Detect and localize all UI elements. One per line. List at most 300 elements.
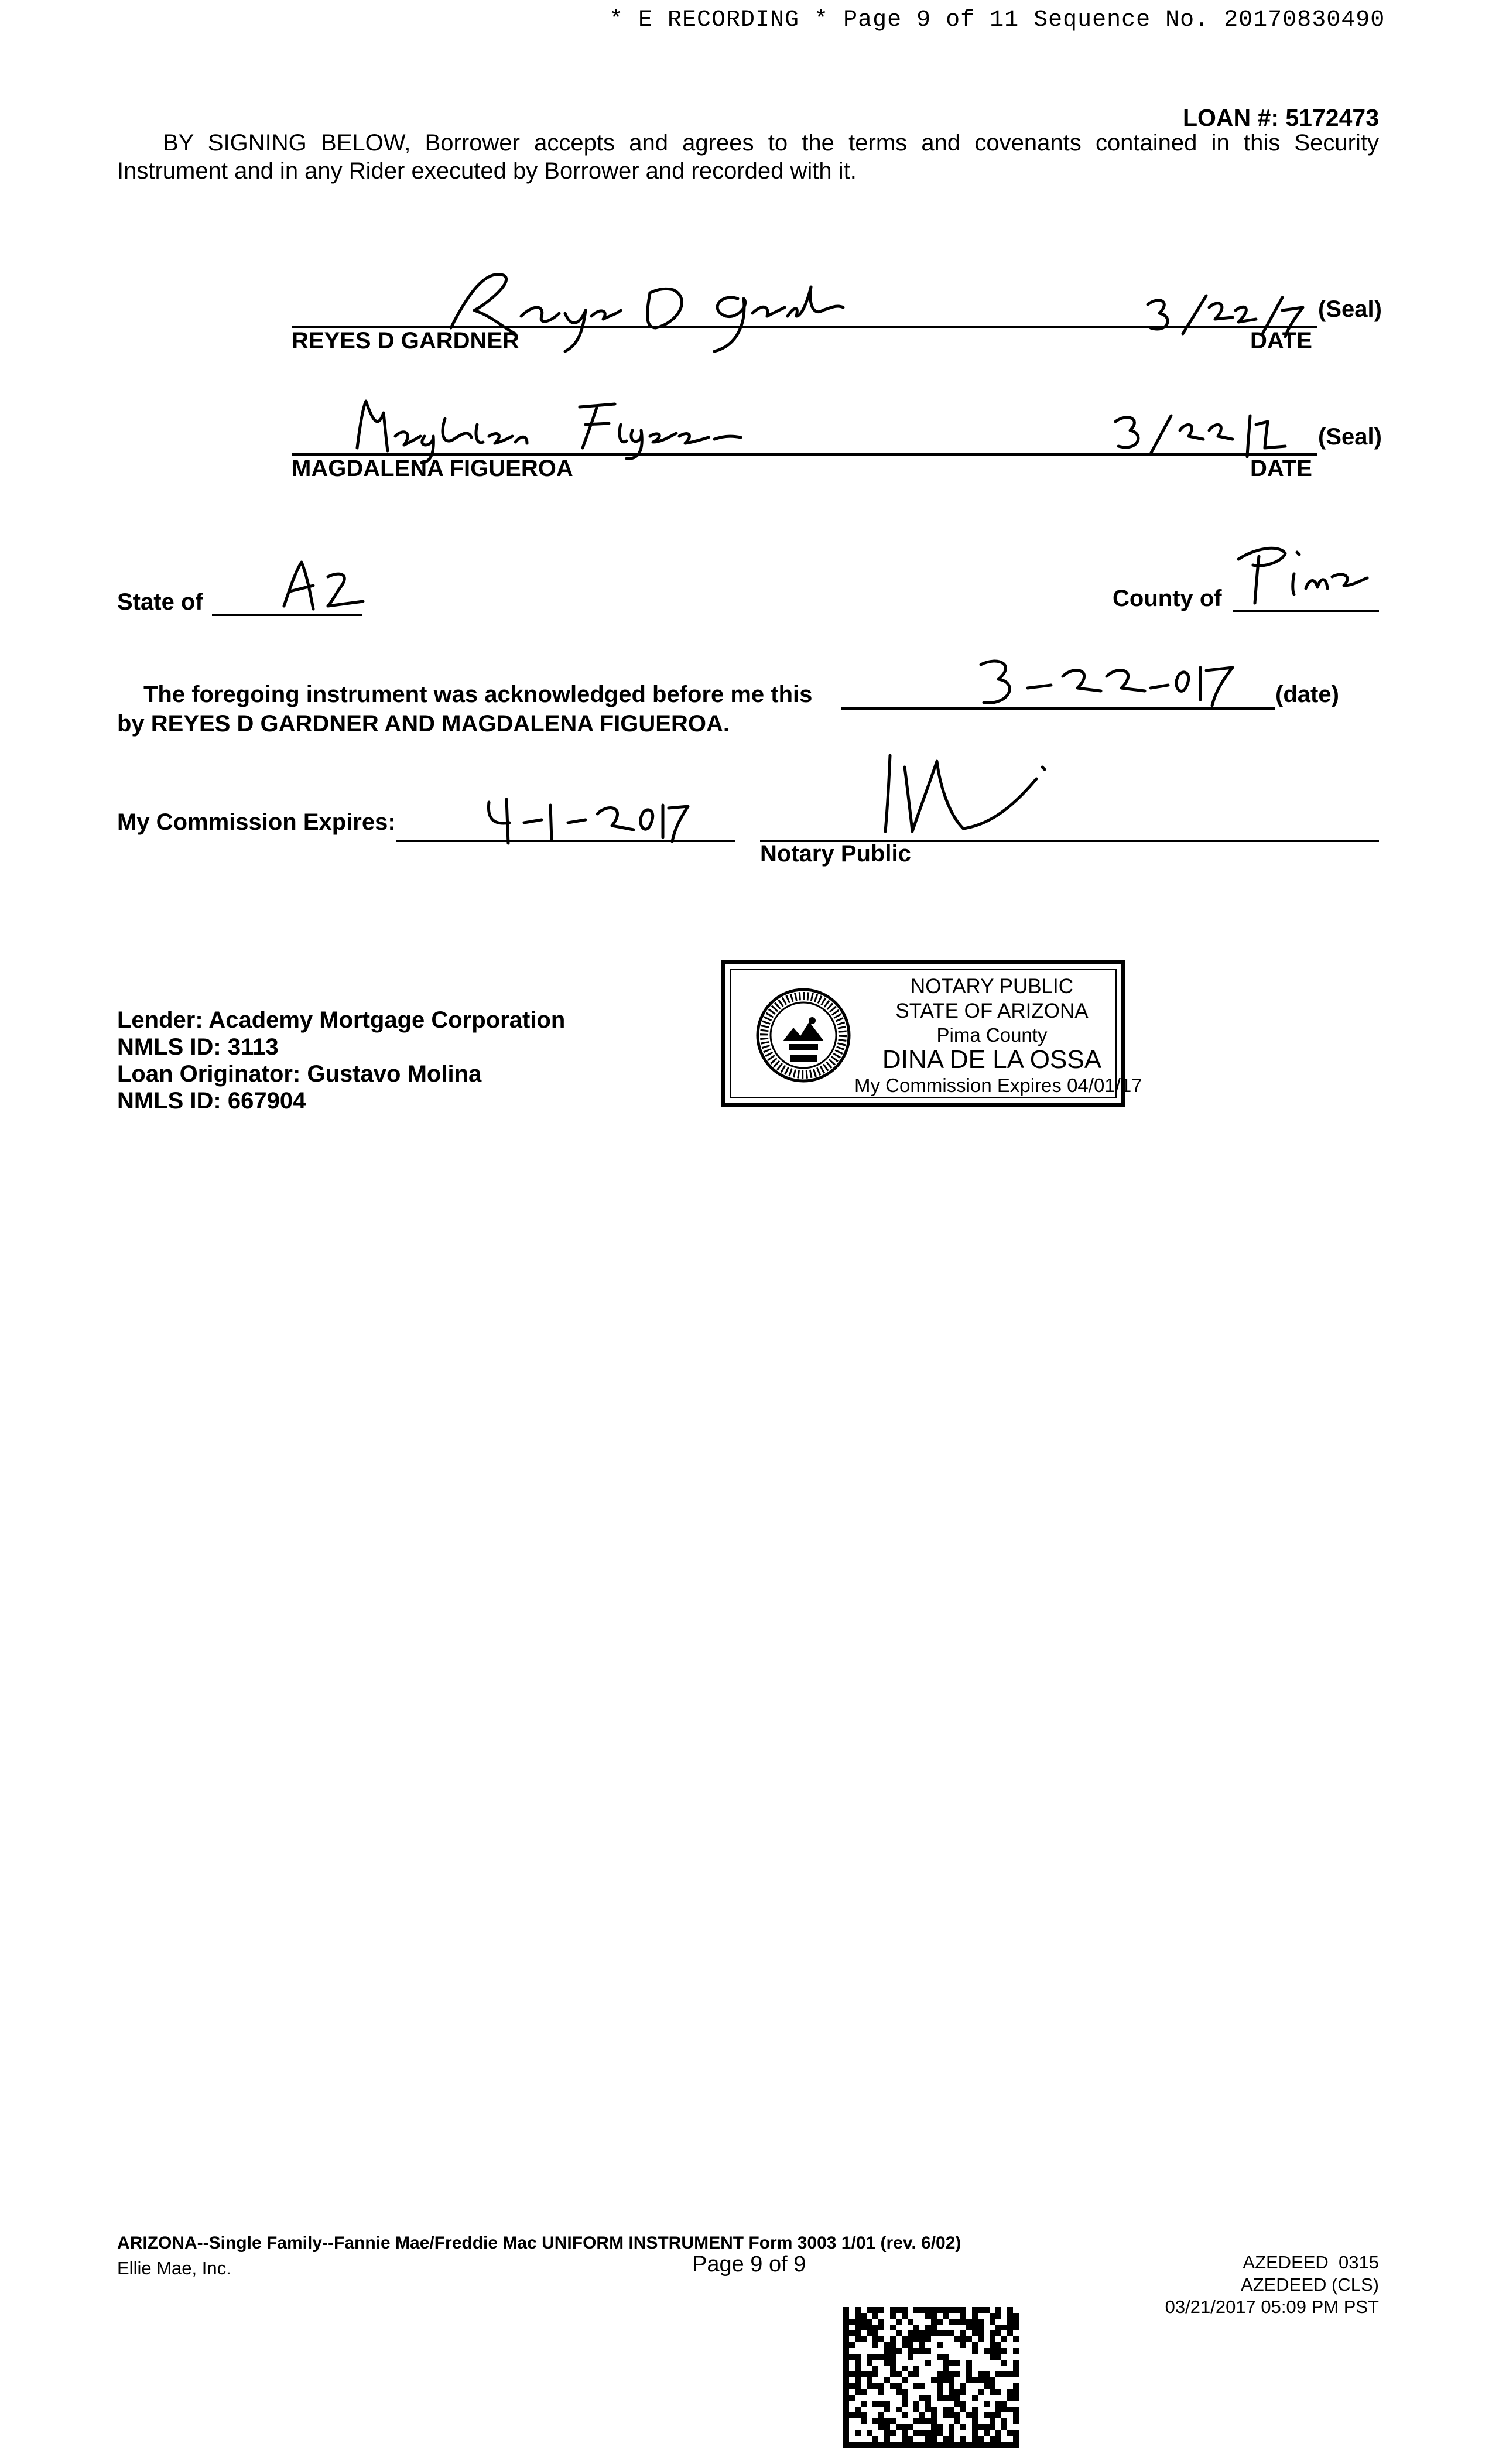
barcode-module: [867, 2354, 872, 2360]
barcode-module: [995, 2354, 1001, 2360]
barcode-module: [990, 2348, 995, 2354]
barcode-module: [943, 2366, 949, 2371]
barcode-module: [849, 2383, 855, 2389]
barcode-module: [937, 2354, 943, 2360]
barcode-module: [855, 2407, 861, 2412]
barcode-module: [1013, 2313, 1019, 2319]
barcode-module: [960, 2442, 966, 2448]
barcode-module: [843, 2389, 849, 2395]
barcode-module: [995, 2442, 1001, 2448]
barcode-module: [843, 2424, 849, 2430]
barcode-module: [966, 2371, 972, 2377]
barcode-module: [1013, 2436, 1019, 2442]
barcode-module: [908, 2319, 913, 2325]
barcode-module: [995, 2436, 1001, 2442]
barcode-module: [913, 2348, 919, 2354]
barcode-module: [949, 2307, 954, 2313]
barcode-module: [1007, 2313, 1013, 2319]
barcode-module: [943, 2436, 949, 2442]
barcode-module: [913, 2336, 919, 2342]
barcode-module: [949, 2395, 954, 2401]
barcode-module: [954, 2418, 960, 2424]
barcode-module: [861, 2442, 867, 2448]
barcode-module: [972, 2442, 978, 2448]
barcode-module: [954, 2412, 960, 2418]
barcode-module: [902, 2389, 908, 2395]
barcode-module: [849, 2442, 855, 2448]
barcode-module: [1007, 2395, 1013, 2401]
barcode-module: [919, 2395, 925, 2401]
barcode-module: [978, 2442, 984, 2448]
barcode-module: [843, 2313, 849, 2319]
barcode-module: [884, 2442, 890, 2448]
barcode-module: [902, 2436, 908, 2442]
barcode-module: [937, 2395, 943, 2401]
barcode-module: [890, 2307, 896, 2313]
barcode-module: [995, 2401, 1001, 2407]
barcode-module: [908, 2436, 913, 2442]
barcode-module: [949, 2412, 954, 2418]
barcode-module: [990, 2383, 995, 2389]
barcode-module: [1013, 2366, 1019, 2371]
barcode-module: [872, 2371, 878, 2377]
barcode-module: [978, 2325, 984, 2330]
barcode-module: [943, 2360, 949, 2366]
barcode-module: [872, 2325, 878, 2330]
barcode-module: [896, 2424, 902, 2430]
barcode-module: [1007, 2325, 1013, 2330]
barcode-module: [949, 2389, 954, 2395]
signer-name-2: MAGDALENA FIGUEROA: [292, 456, 573, 481]
barcode-module: [995, 2342, 1001, 2348]
footer-vendor: Ellie Mae, Inc.: [117, 2258, 231, 2278]
barcode-module: [990, 2436, 995, 2442]
barcode-module: [908, 2354, 913, 2360]
barcode-module: [1013, 2383, 1019, 2389]
barcode-module: [949, 2436, 954, 2442]
barcode-module: [990, 2442, 995, 2448]
barcode-module: [954, 2442, 960, 2448]
barcode-module: [931, 2313, 937, 2319]
handwritten-commission-date: [480, 793, 691, 846]
lender-name: Lender: Academy Mortgage Corporation: [117, 1007, 566, 1033]
barcode-module: [978, 2377, 984, 2383]
barcode-module: [861, 2418, 867, 2424]
notary-stamp: [721, 960, 1142, 1107]
barcode-module: [913, 2371, 919, 2377]
barcode-module: [872, 2401, 878, 2407]
barcode-module: [867, 2360, 872, 2366]
barcode-module: [855, 2307, 861, 2313]
barcode-module: [1013, 2319, 1019, 2325]
barcode-module: [1001, 2407, 1007, 2412]
barcode-module: [1013, 2442, 1019, 2448]
stamp-county: Pima County: [936, 1024, 1048, 1046]
acknowledgment-date-line: [841, 707, 1275, 710]
barcode-module: [1001, 2442, 1007, 2448]
barcode-module: [855, 2442, 861, 2448]
barcode-module: [1013, 2418, 1019, 2424]
barcode-module: [867, 2330, 872, 2336]
barcode-module: [867, 2319, 872, 2325]
state-label: State of: [117, 589, 203, 615]
barcode-module: [1007, 2371, 1013, 2377]
barcode-module: [937, 2389, 943, 2395]
footer-code-2: AZEDEED (CLS): [1241, 2274, 1379, 2295]
barcode-module: [902, 2412, 908, 2418]
barcode-module: [896, 2383, 902, 2389]
acknowledgment-date-suffix: (date): [1275, 682, 1339, 707]
barcode-module: [972, 2342, 978, 2348]
date-label-2: DATE: [1250, 456, 1312, 481]
barcode-module: [908, 2330, 913, 2336]
barcode-module: [919, 2336, 925, 2342]
stamp-commission-expires: My Commission Expires 04/01/17: [854, 1074, 1142, 1096]
barcode-module: [878, 2412, 884, 2418]
barcode-module: [995, 2330, 1001, 2336]
barcode-module: [949, 2377, 954, 2383]
barcode-module: [966, 2377, 972, 2383]
barcode-module: [925, 2407, 931, 2412]
barcode-module: [931, 2424, 937, 2430]
barcode-module: [1007, 2389, 1013, 2395]
barcode-module: [1007, 2330, 1013, 2336]
state-line: [212, 614, 362, 616]
barcode-module: [1013, 2395, 1019, 2401]
barcode-module: [931, 2319, 937, 2325]
barcode-module: [902, 2424, 908, 2430]
barcode-module: [913, 2442, 919, 2448]
barcode-module: [908, 2442, 913, 2448]
barcode-module: [861, 2319, 867, 2325]
barcode-module: [966, 2325, 972, 2330]
barcode-module: [949, 2330, 954, 2336]
barcode-module: [872, 2313, 878, 2319]
barcode-module: [867, 2371, 872, 2377]
lender-nmls-id: NMLS ID: 3113: [117, 1034, 279, 1060]
barcode-module: [878, 2336, 884, 2342]
barcode-module: [902, 2313, 908, 2319]
barcode-module: [1007, 2442, 1013, 2448]
barcode-module: [984, 2377, 990, 2383]
barcode-module: [925, 2348, 931, 2354]
barcode-module: [908, 2336, 913, 2342]
barcode-module: [937, 2377, 943, 2383]
barcode-module: [972, 2430, 978, 2436]
barcode-module: [1001, 2401, 1007, 2407]
barcode-module: [872, 2342, 878, 2348]
barcode-module: [902, 2342, 908, 2348]
barcode-module: [884, 2401, 890, 2407]
barcode-module: [902, 2377, 908, 2383]
barcode-module: [960, 2401, 966, 2407]
barcode-module: [843, 2348, 849, 2354]
barcode-module: [849, 2354, 855, 2360]
barcode-module: [884, 2360, 890, 2366]
barcode-module: [943, 2407, 949, 2412]
barcode-module: [995, 2412, 1001, 2418]
barcode-module: [931, 2377, 937, 2383]
barcode-module: [931, 2430, 937, 2436]
barcode-module: [949, 2407, 954, 2412]
barcode-module: [843, 2383, 849, 2389]
barcode-module: [972, 2418, 978, 2424]
originator-nmls-id: NMLS ID: 667904: [117, 1088, 306, 1114]
barcode-module: [867, 2377, 872, 2383]
barcode-module: [849, 2371, 855, 2377]
barcode-module: [949, 2371, 954, 2377]
seal-label-1: (Seal): [1318, 296, 1382, 322]
barcode-module: [843, 2366, 849, 2371]
barcode-module: [884, 2436, 890, 2442]
handwritten-state: [275, 553, 375, 612]
barcode-module: [890, 2354, 896, 2360]
barcode-module: [925, 2360, 931, 2366]
barcode-module: [919, 2418, 925, 2424]
barcode-module: [884, 2430, 890, 2436]
footer-page-number: Page 9 of 9: [692, 2252, 806, 2277]
barcode-module: [872, 2330, 878, 2336]
barcode-module: [843, 2395, 849, 2401]
barcode-module: [855, 2313, 861, 2319]
barcode-module: [913, 2407, 919, 2412]
barcode-module: [878, 2307, 884, 2313]
signing-statement: [117, 129, 1379, 185]
barcode-module: [972, 2348, 978, 2354]
barcode-module: [1001, 2360, 1007, 2366]
barcode-module: [1007, 2319, 1013, 2325]
barcode-module: [884, 2418, 890, 2424]
barcode-module: [890, 2366, 896, 2371]
barcode-module: [943, 2395, 949, 2401]
acknowledgment-line1: The foregoing instrument was acknowledged before me this: [143, 682, 813, 707]
barcode-module: [990, 2336, 995, 2342]
barcode-module: [843, 2401, 849, 2407]
barcode-module: [843, 2371, 849, 2377]
barcode-module: [902, 2366, 908, 2371]
barcode-module: [855, 2371, 861, 2377]
signer-name-1: REYES D GARDNER: [292, 328, 519, 354]
barcode-module: [937, 2383, 943, 2389]
barcode-module: [919, 2330, 925, 2336]
barcode-module: [990, 2424, 995, 2430]
barcode-module: [878, 2354, 884, 2360]
barcode-module: [931, 2307, 937, 2313]
barcode-module: [878, 2325, 884, 2330]
barcode-module: [861, 2401, 867, 2407]
barcode-module: [995, 2348, 1001, 2354]
barcode-module: [878, 2383, 884, 2389]
barcode-module: [913, 2401, 919, 2407]
barcode-module: [954, 2401, 960, 2407]
barcode-module: [931, 2418, 937, 2424]
barcode-module: [960, 2307, 966, 2313]
barcode-module: [919, 2348, 925, 2354]
barcode-module: [943, 2377, 949, 2383]
barcode-module: [896, 2371, 902, 2377]
barcode-module: [943, 2371, 949, 2377]
barcode-module: [843, 2436, 849, 2442]
barcode-module: [1007, 2307, 1013, 2313]
barcode-module: [949, 2360, 954, 2366]
notary-public-label: Notary Public: [760, 841, 911, 867]
barcode-module: [913, 2325, 919, 2330]
barcode-module: [925, 2436, 931, 2442]
barcode-module: [861, 2412, 867, 2418]
barcode-module: [925, 2430, 931, 2436]
barcode-module: [931, 2442, 937, 2448]
barcode-module: [855, 2325, 861, 2330]
barcode-module: [1013, 2407, 1019, 2412]
barcode-module: [960, 2383, 966, 2389]
barcode-module: [902, 2336, 908, 2342]
barcode-module: [919, 2442, 925, 2448]
barcode-module: [896, 2307, 902, 2313]
loan-originator: Loan Originator: Gustavo Molina: [117, 1061, 482, 1087]
barcode-module: [843, 2325, 849, 2330]
barcode-module: [919, 2307, 925, 2313]
barcode-module: [1013, 2325, 1019, 2330]
barcode-module: [972, 2307, 978, 2313]
footer-form-title: ARIZONA--Single Family--Fannie Mae/Freddie Mac UNIFORM INSTRUMENT Form 3003 1/01 (rev. 6/02): [117, 2233, 961, 2253]
barcode-module: [867, 2442, 872, 2448]
barcode-module: [884, 2348, 890, 2354]
barcode-module: [890, 2342, 896, 2348]
barcode-module: [902, 2430, 908, 2436]
barcode-module: [843, 2412, 849, 2418]
barcode-module: [995, 2389, 1001, 2395]
barcode-module: [954, 2360, 960, 2366]
barcode-module: [890, 2325, 896, 2330]
barcode-module: [902, 2395, 908, 2401]
barcode-module: [949, 2442, 954, 2448]
barcode-module: [908, 2342, 913, 2348]
barcode-module: [925, 2307, 931, 2313]
barcode-module: [896, 2407, 902, 2412]
barcode-module: [937, 2424, 943, 2430]
barcode-module: [984, 2401, 990, 2407]
commission-line: [396, 840, 735, 842]
barcode-module: [972, 2395, 978, 2401]
barcode-module: [960, 2313, 966, 2319]
barcode-module: [855, 2430, 861, 2436]
barcode-module: [843, 2442, 849, 2448]
barcode-module: [966, 2360, 972, 2366]
barcode-module: [843, 2307, 849, 2313]
signing-statement-line1: BY SIGNING BELOW, Borrower accepts and agrees to the terms and covenants contained in this Security: [163, 130, 1379, 156]
barcode-module: [890, 2348, 896, 2354]
barcode-module: [984, 2412, 990, 2418]
barcode-module: [908, 2348, 913, 2354]
barcode-module: [966, 2366, 972, 2371]
barcode-module: [966, 2336, 972, 2342]
barcode-module: [884, 2407, 890, 2412]
barcode-module: [1013, 2371, 1019, 2377]
barcode-module: [843, 2354, 849, 2360]
barcode-module: [990, 2389, 995, 2395]
barcode-module: [990, 2418, 995, 2424]
barcode-module: [855, 2319, 861, 2325]
barcode-module: [978, 2307, 984, 2313]
barcode-module: [919, 2383, 925, 2389]
barcode-module: [896, 2330, 902, 2336]
barcode-module: [849, 2319, 855, 2325]
barcode-module: [867, 2325, 872, 2330]
barcode-module: [960, 2330, 966, 2336]
acknowledgment-line2: by REYES D GARDNER AND MAGDALENA FIGUEROA.: [117, 711, 730, 737]
barcode-module: [995, 2325, 1001, 2330]
barcode-module: [878, 2418, 884, 2424]
barcode-module: [878, 2401, 884, 2407]
barcode-module: [995, 2307, 1001, 2313]
barcode-module: [937, 2342, 943, 2348]
barcode-module: [908, 2371, 913, 2377]
barcode-module: [984, 2371, 990, 2377]
barcode-module: [949, 2430, 954, 2436]
barcode-module: [855, 2366, 861, 2371]
barcode-module: [972, 2412, 978, 2418]
barcode-module: [937, 2307, 943, 2313]
footer-timestamp: 03/21/2017 05:09 PM PST: [1165, 2297, 1379, 2317]
barcode-module: [849, 2342, 855, 2348]
barcode-module: [984, 2424, 990, 2430]
barcode-module: [990, 2313, 995, 2319]
barcode-module: [1013, 2389, 1019, 2395]
barcode-module: [925, 2395, 931, 2401]
barcode-module: [937, 2319, 943, 2325]
recording-header: * E RECORDING * Page 9 of 11 Sequence No. 20170830490: [609, 7, 1385, 33]
barcode-module: [984, 2348, 990, 2354]
barcode-module: [878, 2319, 884, 2325]
barcode-module: [890, 2360, 896, 2366]
barcode-module: [902, 2307, 908, 2313]
barcode-module: [890, 2430, 896, 2436]
barcode-module: [878, 2424, 884, 2430]
barcode-module: [1001, 2325, 1007, 2330]
barcode-module: [972, 2424, 978, 2430]
barcode-module: [978, 2389, 984, 2395]
handwritten-acknowledgment-date: [975, 656, 1238, 714]
barcode-module: [855, 2360, 861, 2366]
barcode-module: [978, 2371, 984, 2377]
barcode-module: [931, 2412, 937, 2418]
barcode-module: [843, 2418, 849, 2424]
stamp-notary-name: DINA DE LA OSSA: [882, 1045, 1102, 1074]
barcode-module: [855, 2336, 861, 2342]
barcode-module: [972, 2436, 978, 2442]
barcode-module: [972, 2330, 978, 2336]
barcode-module: [960, 2407, 966, 2412]
barcode-module: [1007, 2430, 1013, 2436]
barcode-module: [990, 2354, 995, 2360]
barcode-module: [861, 2389, 867, 2395]
barcode-module: [960, 2436, 966, 2442]
arizona-state-seal-icon: [754, 985, 853, 1085]
barcode-module: [896, 2348, 902, 2354]
barcode-module: [990, 2377, 995, 2383]
barcode-module: [984, 2307, 990, 2313]
barcode-module: [861, 2371, 867, 2377]
barcode-module: [925, 2313, 931, 2319]
barcode-module: [954, 2371, 960, 2377]
notary-signature: [867, 744, 1066, 837]
barcode-module: [984, 2383, 990, 2389]
barcode-module: [913, 2418, 919, 2424]
barcode-module: [884, 2424, 890, 2430]
barcode-module: [890, 2336, 896, 2342]
barcode-module: [995, 2407, 1001, 2412]
barcode-module: [943, 2313, 949, 2319]
